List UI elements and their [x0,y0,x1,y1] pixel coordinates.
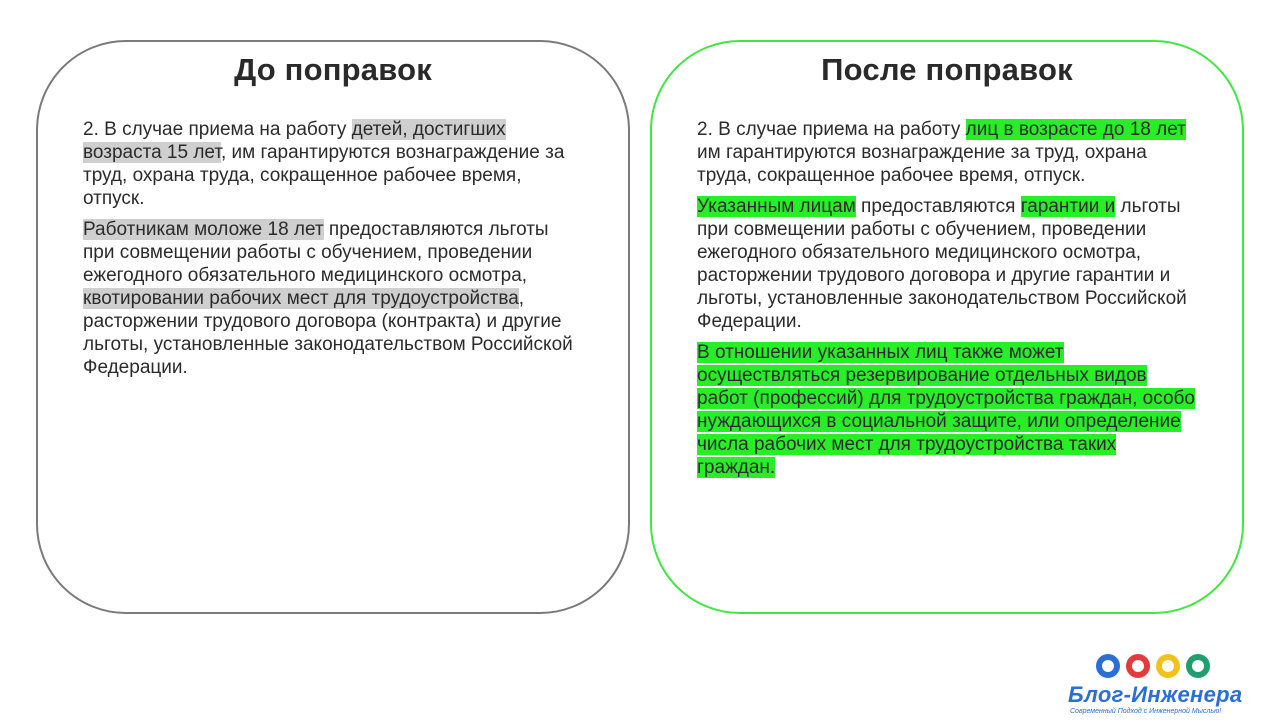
highlight-green: В отношении указанных лиц также может осуществляться резервирование отдельных видов работ (профессий) для трудоустройства граждан, особо нуждающихся в социальной защите, или определение числа рабочих мест для трудоустройства таких граждан. [697,342,1195,478]
text-span: , им гарантируются вознаграждение за труд, охрана труда, сокращенное рабочее время, отпуск. [83,142,565,209]
blog-logo [1066,650,1250,718]
after-panel [650,40,1244,614]
logo-name: Блог-Инженера [1068,682,1243,707]
avatar-icon [1126,654,1150,678]
highlight-gray: Работникам моложе 18 лет [83,219,324,240]
before-paragraph-1 [83,118,583,210]
after-paragraph-2 [697,195,1197,333]
text-span: 2. В случае приема на работу [697,119,966,140]
avatar-icon [1156,654,1180,678]
before-text [83,118,583,387]
logo-avatars [1096,654,1210,678]
text-span: , расторжении трудового договора (контракта) и другие льготы, установленные законодательством Российской Федерации. [83,288,573,378]
text-span: им гарантируются вознаграждение за труд, охрана труда, сокращенное рабочее время, отпуск. [697,142,1147,186]
text-span: льготы при совмещении работы с обучением, проведении ежегодного обязательного медицинского осмотра, расторжении трудового договора и другие гарантии и льготы, установленные законодательством Российской Федерации. [697,196,1187,332]
text-span: предоставляются льготы при совмещении работы с обучением, проведении ежегодного обязательного медицинского осмотра, [83,219,549,286]
before-paragraph-2 [83,218,583,379]
avatar-icon [1096,654,1120,678]
after-paragraph-3 [697,341,1197,479]
logo-tagline: Современный Подход с Инженерной Мыслью! [1070,708,1222,715]
before-panel [36,40,630,614]
before-title: До поправок [234,52,432,87]
after-title: После поправок [821,52,1073,87]
highlight-green: гарантии и [1020,196,1116,217]
after-paragraph-1 [697,118,1197,187]
highlight-green: Указанным лицам [697,196,856,217]
after-text [697,118,1197,487]
avatar-icon [1186,654,1210,678]
highlight-green: лиц в возрасте до 18 лет [965,119,1186,140]
text-span: 2. В случае приема на работу [83,119,352,140]
highlight-gray: квотировании рабочих мест для трудоустройства [83,288,519,309]
text-span: предоставляются [855,196,1021,217]
highlight-gray: детей, достигших возраста 15 лет [83,119,506,163]
